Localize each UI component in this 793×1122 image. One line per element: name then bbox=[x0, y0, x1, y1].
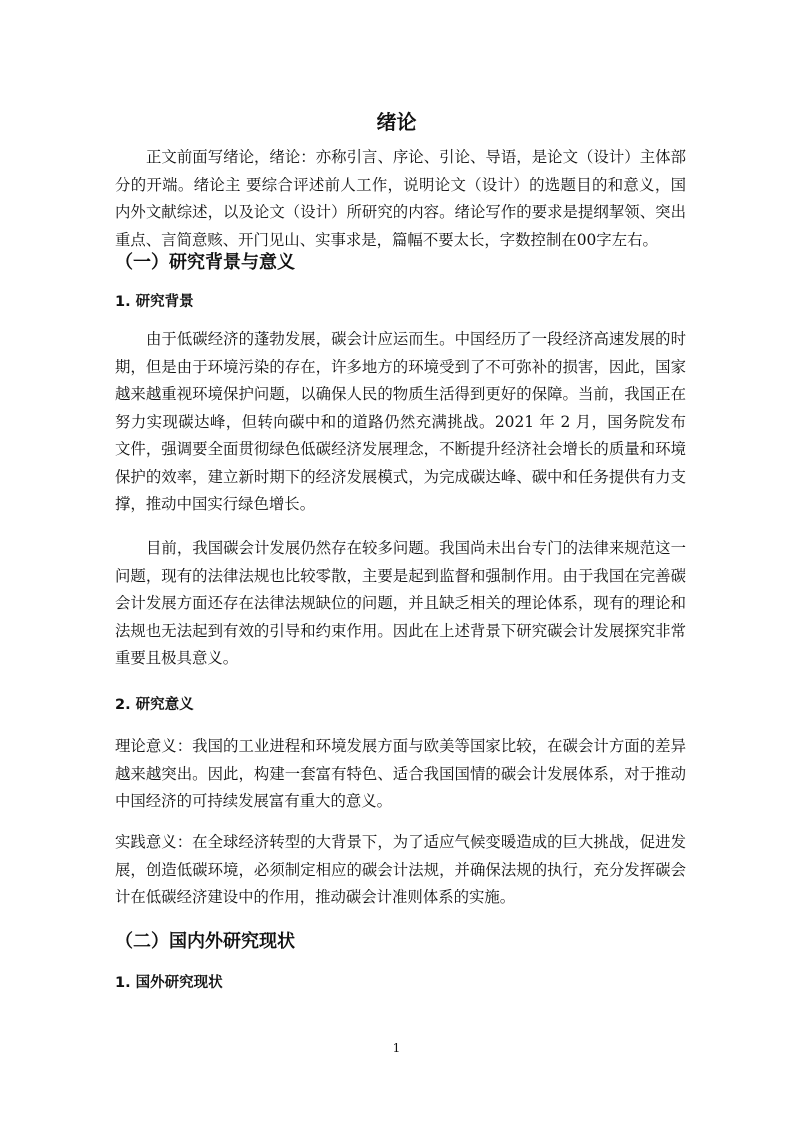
section-heading-research-status: （二）国内外研究现状 bbox=[115, 931, 295, 952]
subsection-heading-background: 1. 研究背景 bbox=[115, 294, 194, 310]
background-paragraph-2: 目前，我国碳会计发展仍然存在较多问题。我国尚未出台专门的法律来规范这一问题，现有的法律法规也比较零散，主要是起到监督和强制作用。由于我国在完善碳会计发展方面还存在法律法规缺位的问题，并且缺乏相关的理论体系，现有的理论和法规也无法起到有效的引导和约束作用。因此在上述背景下研究碳会计发展探究非常重要且极具意义。 bbox=[115, 539, 686, 667]
subsection-heading-significance: 2. 研究意义 bbox=[115, 697, 194, 713]
page-title: 绪论 bbox=[376, 110, 417, 134]
theoretical-significance-paragraph: 理论意义：我国的工业进程和环境发展方面与欧美等国家比较，在碳会计方面的差异越来越突出。因此，构建一套富有特色、适合我国国情的碳会计发展体系，对于推动中国经济的可持续发展富有重大的意义。 bbox=[115, 737, 686, 810]
section-heading-background: （一）研究背景与意义 bbox=[115, 252, 295, 273]
practical-significance-paragraph: 实践意义：在全球经济转型的大背景下，为了适应气候变暖造成的巨大挑战，促进发展，创造低碳环境，必须制定相应的碳会计法规，并确保法规的执行，充分发挥碳会计在低碳经济建设中的作用，推动碳会计准则体系的实施。 bbox=[115, 833, 686, 906]
background-paragraph-1: 由于低碳经济的蓬勃发展，碳会计应运而生。中国经历了一段经济高速发展的时期，但是由于环境污染的存在，许多地方的环境受到了不可弥补的损害，因此，国家越来越重视环境保护问题，以确保人民的物质生活得到更好的保障。当前，我国正在努力实现碳达峰，但转向碳中和的道路仍然充满挑战。2021 年 2 月，国务院发布文件，强调要全面贯彻绿色低碳经济发展理念，不断提升经济社会增长的质量和环境保护的效率，建立新时期下的经济发展模式，为完成碳达峰、碳中和任务提供有力支撑，推动中国实行绿色增长。 bbox=[115, 330, 686, 513]
page-number: 1 bbox=[392, 1041, 401, 1055]
subsection-heading-foreign-research: 1. 国外研究现状 bbox=[115, 975, 223, 991]
intro-paragraph: 正文前面写绪论，绪论：亦称引言、序论、引论、导语，是论文（设计）主体部分的开端。绪论主 要综合评述前人工作，说明论文（设计）的选题目的和意义，国内外文献综述，以及论文（设计）所研究的内容。绪论写作的要求是提纲挈领、突出重点、言简意赅、开门见山、实事求是，篇幅不要太长，字数控制在00字左右。 bbox=[115, 148, 686, 249]
